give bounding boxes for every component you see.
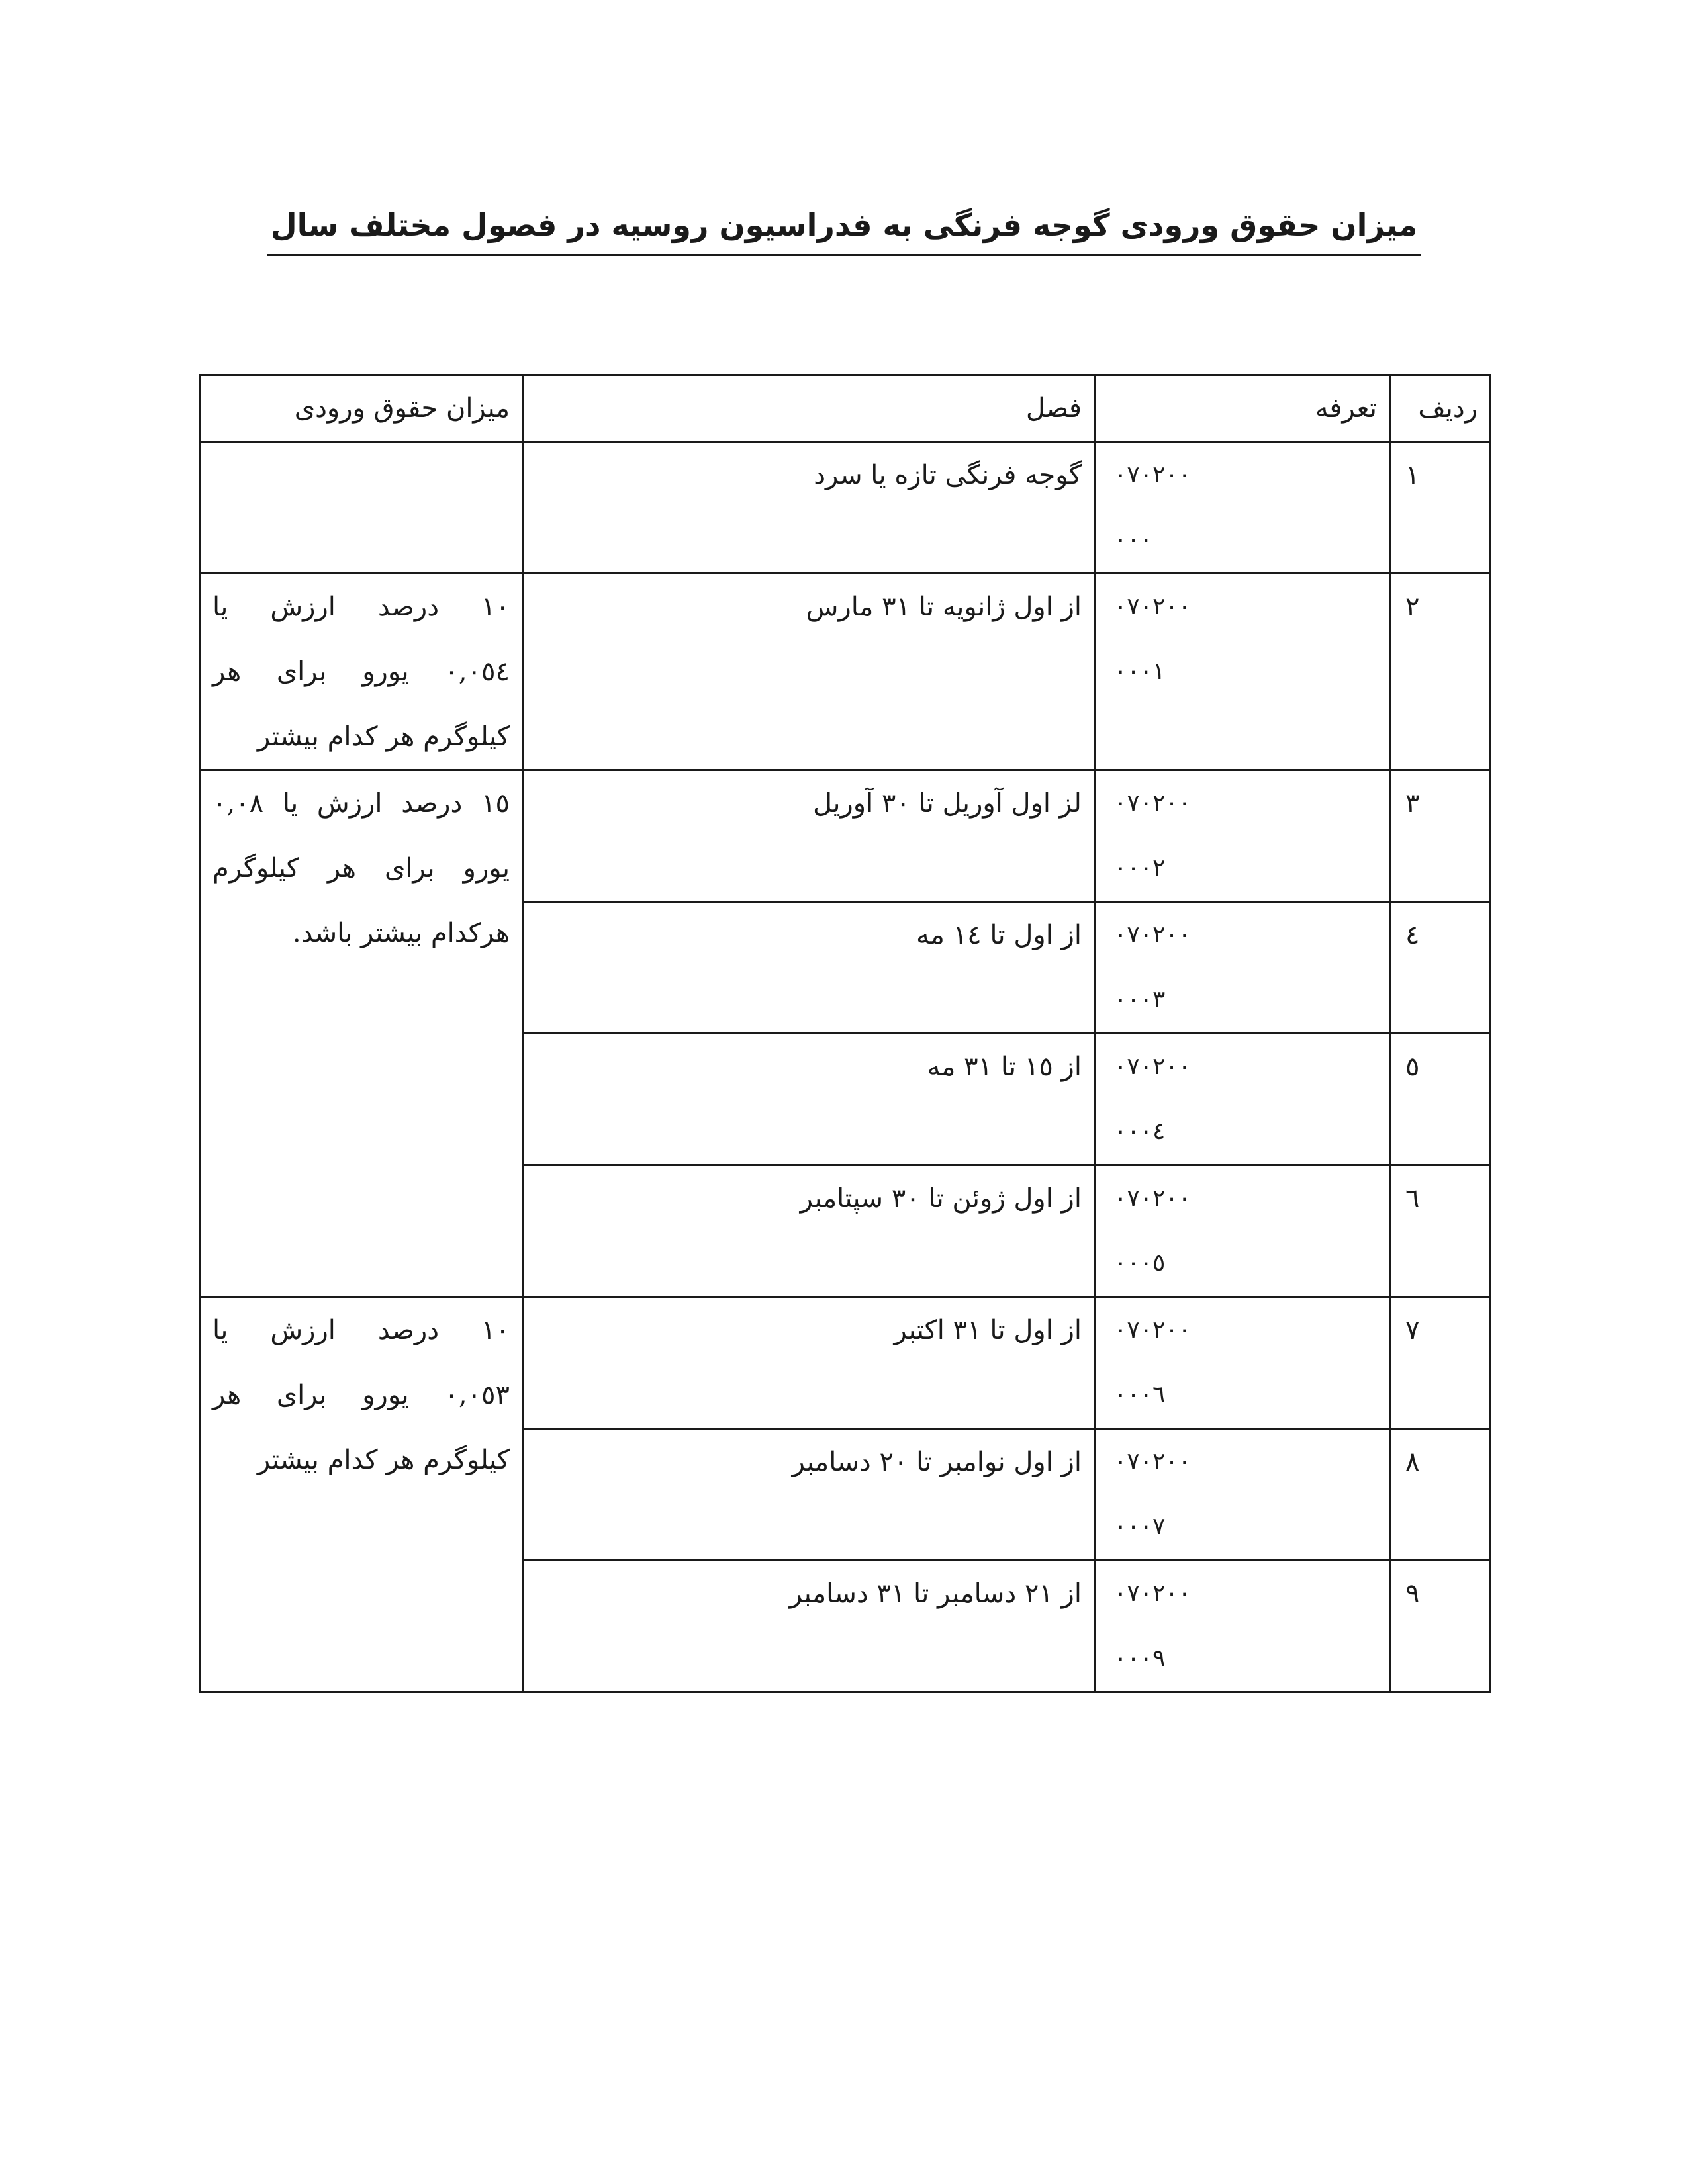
- tariff-code-part2: ۰۰۰۲: [1114, 854, 1166, 882]
- season-cell: از اول نوامبر تا ٢٠ دسامبر: [523, 1429, 1095, 1561]
- tariff-code-part2: ۰۰۰٤: [1114, 1118, 1166, 1145]
- tariff-code-part2: ۰۰۰۹: [1114, 1645, 1166, 1672]
- tariff-code-part1: ۰۷۰۲۰۰: [1114, 593, 1192, 620]
- row-number: ۷: [1405, 1315, 1420, 1345]
- duty-text-line: کیلوگرم هر کدام بیشتر: [257, 1445, 510, 1475]
- row-number-cell: [1390, 1165, 1491, 1297]
- tariff-code-part1: ۰۷۰۲۰۰: [1114, 1448, 1192, 1475]
- row-number: ۱: [1405, 460, 1420, 490]
- tariff-code-part2: ۰۰۰٥: [1114, 1250, 1166, 1277]
- table-header-row: [200, 375, 1491, 442]
- row-number-cell: [1390, 1297, 1491, 1429]
- season-cell: گوجه فرنگی تازه یا سرد: [523, 442, 1095, 574]
- duty-text-line: هرکدام بیشتر باشد.: [292, 918, 510, 948]
- row-number-cell: [1390, 442, 1491, 574]
- tariff-code-cell: [1095, 442, 1390, 574]
- season-cell: از ١٥ تا ٣١ مه: [523, 1034, 1095, 1165]
- table-row: [200, 1297, 1491, 1429]
- row-number-cell: [1390, 1429, 1491, 1561]
- tariff-code-part2: ۰۰۰٦: [1114, 1381, 1166, 1408]
- tariff-code-cell: [1095, 902, 1390, 1034]
- header-season: فصل: [523, 375, 1095, 442]
- row-number: ۳: [1405, 788, 1420, 819]
- tariff-code-part2: ۰۰۰۳: [1114, 986, 1166, 1013]
- tariff-code-part2: ۰۰۰: [1114, 526, 1153, 553]
- tariff-table: [199, 374, 1491, 1693]
- tariff-code-cell: [1095, 1165, 1390, 1297]
- row-number: ۹: [1405, 1578, 1420, 1609]
- tariff-code-cell: [1095, 1561, 1390, 1692]
- season-cell: از ٢١ دسامبر تا ٣١ دسامبر: [523, 1561, 1095, 1692]
- row-number: ۲: [1405, 592, 1420, 622]
- tariff-code-part1: ۰۷۰۲۰۰: [1114, 1316, 1192, 1343]
- row-number: ٦: [1405, 1183, 1420, 1214]
- season-cell: از اول ژانویه تا ۳۱ مارس: [523, 574, 1095, 770]
- season-cell: از اول ژوئن تا ٣٠ سپتامبر: [523, 1165, 1095, 1297]
- tariff-code-part1: ۰۷۰۲۰۰: [1114, 461, 1192, 488]
- tariff-code-cell: [1095, 1429, 1390, 1561]
- tariff-code-part1: ۰۷۰۲۰۰: [1114, 1185, 1192, 1212]
- row-number-cell: [1390, 770, 1491, 902]
- row-number: ٥: [1405, 1052, 1420, 1082]
- duty-cell-empty: [200, 442, 523, 574]
- document-title-block: [0, 199, 1688, 256]
- season-cell: از اول تا ١٤ مه: [523, 902, 1095, 1034]
- season-cell: از اول تا ٣١ اکتبر: [523, 1297, 1095, 1429]
- tariff-code-part2: ۰۰۰۷: [1114, 1513, 1166, 1540]
- duty-text-line: ٠,٠٥٣ یورو برای هر: [212, 1380, 510, 1410]
- tariff-code-cell: [1095, 574, 1390, 770]
- row-number-cell: [1390, 902, 1491, 1034]
- duty-cell-group-a: [200, 574, 523, 770]
- table-row: [200, 770, 1491, 902]
- duty-text-line: ١٠ درصد ارزش یا: [212, 592, 510, 622]
- tariff-code-cell: [1095, 1297, 1390, 1429]
- table-row: [200, 442, 1491, 574]
- tariff-code-part1: ۰۷۰۲۰۰: [1114, 921, 1192, 948]
- duty-text-line: کیلوگرم هر کدام بیشتر: [257, 721, 510, 752]
- tariff-code-cell: [1095, 1034, 1390, 1165]
- row-number: ٤: [1405, 920, 1420, 950]
- tariff-code-part1: ۰۷۰۲۰۰: [1114, 1053, 1192, 1080]
- table-row: [200, 574, 1491, 770]
- tariff-code-part1: ۰۷۰۲۰۰: [1114, 1580, 1192, 1607]
- duty-cell-group-c: [200, 1297, 523, 1692]
- tariff-code-part1: ۰۷۰۲۰۰: [1114, 790, 1192, 817]
- duty-text-line: یورو برای هر کیلوگرم: [212, 853, 510, 884]
- header-duty: میزان حقوق ورودی: [200, 375, 523, 442]
- row-number: ۸: [1405, 1447, 1420, 1477]
- header-row-number: ردیف: [1390, 375, 1491, 442]
- row-number-cell: [1390, 1034, 1491, 1165]
- tariff-code-cell: [1095, 770, 1390, 902]
- document-title: میزان حقوق ورودی گوجه فرنگی به فدراسیون روسیه در فصول مختلف سال: [267, 199, 1422, 256]
- duty-text-line: ١٥ درصد ارزش یا ٠,٠٨: [212, 788, 510, 819]
- duty-text-line: ٠,٠٥٤ یورو برای هر: [212, 657, 510, 687]
- duty-text-line: ١٠ درصد ارزش یا: [212, 1315, 510, 1345]
- duty-cell-group-b: [200, 770, 523, 1297]
- row-number-cell: [1390, 574, 1491, 770]
- tariff-code-part2: ۰۰۰۱: [1114, 658, 1166, 685]
- row-number-cell: [1390, 1561, 1491, 1692]
- header-tariff: تعرفه: [1095, 375, 1390, 442]
- season-cell: لز اول آوریل تا ۳۰ آوریل: [523, 770, 1095, 902]
